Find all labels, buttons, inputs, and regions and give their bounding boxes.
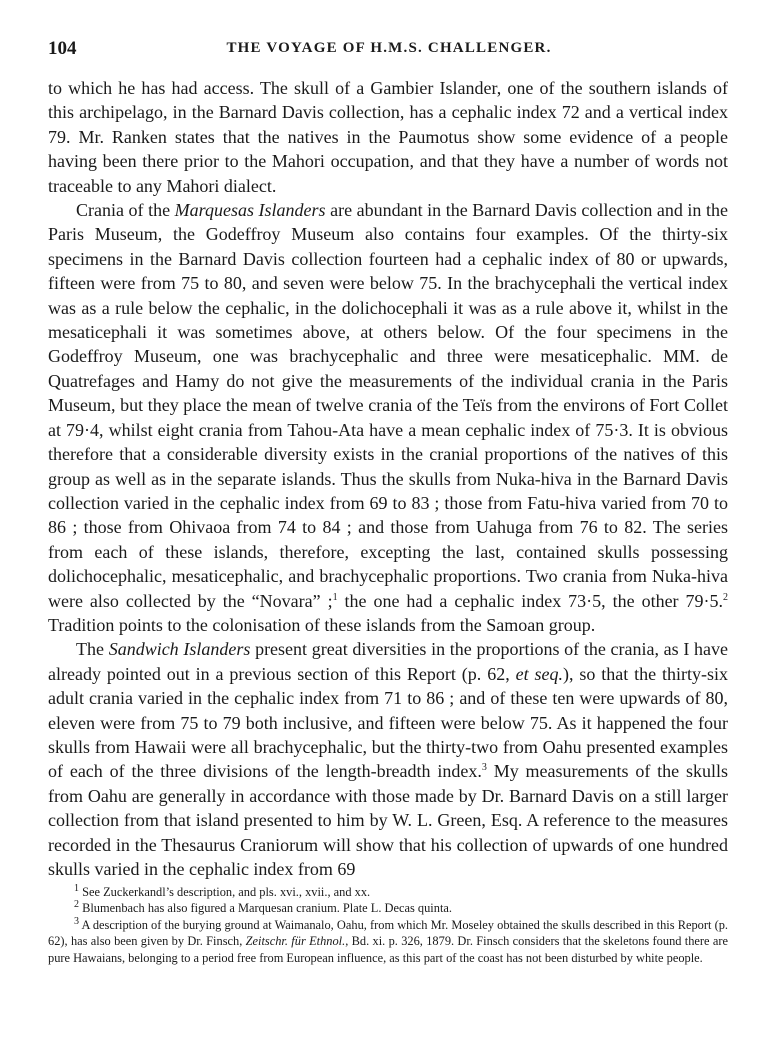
term-marquesas-islanders: Marquesas Islanders: [174, 200, 326, 221]
footnote-ref-3[interactable]: 3: [481, 762, 487, 774]
footnote-ref-2[interactable]: 2: [723, 591, 728, 603]
paragraph-sandwich: The Sandwich Islanders present great diversities in the proportions of the crania, as I have already pointed out in a previous section of this Report (p. 62, et seq.), so that the thirty-six adult crania varied in the cephalic index from 71 to 86 ; and of these ten were upwards of 80, eleven were from 75 to 79 both inclusive, and fifteen were below 75. As it happened the four skulls from Hawaii were all brachycephalic, but the thirty-two from Oahu presented examples of each of the three divisions of the length-breadth index.$^3$ My measurements of the skulls from Oahu are generally in accordance with those made by Dr. Barnard Davis on a still larger collection from that island presented to him by W. L. Green, Esq. A reference to the measures recorded in the Thesaurus Craniorum will show that his collection of upwards of one hundred skulls varied in the cephalic index from 69: [48, 639, 729, 879]
footnote-ref-1[interactable]: 1: [332, 591, 338, 603]
term-et-seq: et seq.: [515, 663, 563, 684]
footnote-1: $^1$ See Zuckerkandl’s description, and pls. xvi., xvii., and xx.: [74, 882, 371, 899]
body-text: [48, 76, 728, 881]
page-header: [48, 38, 730, 62]
term-sandwich-islanders: Sandwich Islanders: [108, 639, 251, 660]
paragraph-continued: to which he has had access. The skull of a Gambier Islander, one of the southern islands of this archipelago, in the Barnard Davis collection, has a cephalic index 72 and a vertical index 79. Mr. Ranken states that the natives in the Paumotus show some evidence of a people having been there prior to the Mahori occupation, and that they have a number of words not traceable to any Mahori dialect.: [48, 78, 728, 196]
running-title: THE VOYAGE OF H.M.S. CHALLENGER.: [226, 40, 552, 56]
footnote-3: $^3$ A description of the burying ground at Waimanalo, Oahu, from which Mr. Moseley obtained the skulls described in this Report (p. 62), has also been given by Dr. Finsch, Zeitschr. für Ethnol., Bd. xi. p. 326, 1879. Dr. Finsch considers that the skeletons found there are pure Hawaians, belonging to a period free from European influence, as this part of the coast has not been disturbed by white people.: [48, 915, 728, 965]
footnotes: [48, 884, 728, 966]
page-number: 104: [48, 38, 77, 59]
footnote-2: $^2$ Blumenbach has also figured a Marquesan cranium. Plate L. Decas quinta.: [74, 899, 452, 916]
paragraph-marquesas: Crania of the Marquesas Islanders are abundant in the Barnard Davis collection and in the Paris Museum, the Godeffroy Museum also contains four examples. Of the thirty-six specimens in the Barnard Davis collection fourteen had a cephalic index of 80 or upwards, fifteen were from 75 to 80, and seven were below 75. In the brachycephali the vertical index was as a rule below the cephalic, in the dolichocephali it was as a rule above it, whilst in the mesaticephali it was sometimes above, at others below. Of the four specimens in the Godeffroy Museum, one was brachycephalic and three were mesaticephalic. MM. de Quatrefages and Hamy do not give the measurements of the individual crania in the Paris Museum, but they place the mean of twelve crania of the Teïs from the environs of Fort Collet at 79·4, whilst eight crania from Tahou-Ata have a mean cephalic index of 75·3. It is obvious therefore that a considerable diversity exists in the cranial proportions of the natives of this group as well as in the separate islands. Thus the skulls from Nuka-hiva in the Barnard Davis collection varied in the cephalic index from 69 to 83 ; those from Fatu-hiva varied from 70 to 86 ; those from Ohivaoa from 74 to 84 ; and those from Uahuga from 76 to 82. The series from each of these islands, therefore, excepting the last, contained skulls possessing dolichocephalic, mesaticephalic, and brachycephalic proportions. Two crania from Nuka-hiva were also collected by the “Novara” ;$^1$ the one had a cephalic index 73·5, the other 79·5.$^2$ Tradition points to the colonisation of these islands from the Samoan group.: [48, 200, 728, 635]
